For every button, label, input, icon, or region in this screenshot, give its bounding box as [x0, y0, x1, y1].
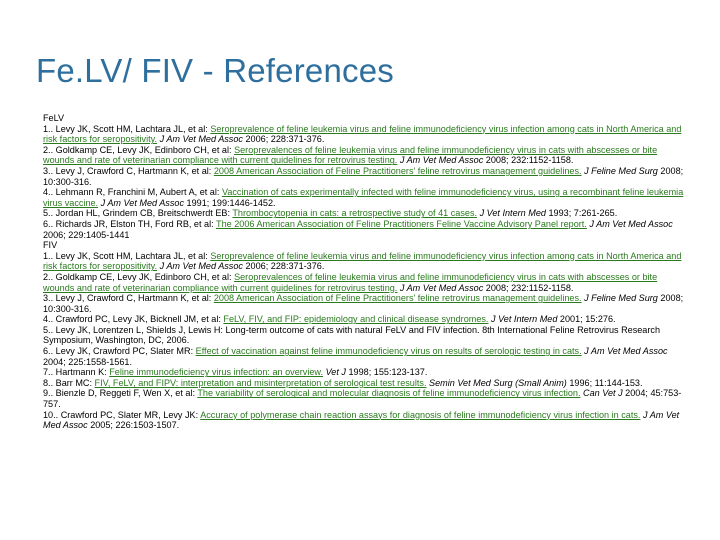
reference-citation: 2004; 45:753-757. [43, 388, 682, 410]
reference-link[interactable]: The 2006 American Association of Feline Practitioners Feline Vaccine Advisory Panel report. [216, 218, 587, 229]
reference-authors: 7.. Hartmann K: [43, 367, 110, 378]
reference-link[interactable]: FIV, FeLV, and FIPV: interpretation and misinterpretation of serological test results. [94, 377, 427, 388]
reference-journal: J Vet Intern Med [491, 314, 558, 325]
fiv-heading: FIV [43, 240, 58, 251]
reference-item [43, 293, 689, 314]
reference-link[interactable]: Thrombocytopenia in cats: a retrospective study of 41 cases. [232, 208, 478, 219]
reference-citation: 2006; 228:371-376. [245, 261, 325, 272]
reference-item [43, 388, 689, 409]
reference-authors: 8.. Barr MC: [43, 377, 95, 388]
reference-citation: 1993; 7:261-265. [548, 208, 618, 219]
reference-citation: 2008; 232:1152-1158. [485, 155, 574, 166]
reference-item [43, 187, 689, 208]
reference-item [43, 251, 689, 272]
reference-citation: 2004; 225:1558-1561. [43, 356, 132, 367]
reference-item [43, 367, 689, 378]
felv-heading: FeLV [43, 113, 65, 123]
reference-journal: J Am Vet Med Assoc [159, 134, 243, 145]
reference-item [43, 378, 689, 389]
reference-citation: 2001; 15:276. [559, 314, 616, 325]
reference-authors: 4.. Lehmann R, Franchini M, Aubert A, et al: [43, 187, 222, 198]
reference-link[interactable]: Feline immunodeficiency virus infection: an overview. [109, 367, 324, 378]
reference-item [43, 272, 689, 293]
reference-authors: 2.. Goldkamp CE, Levy JK, Edinboro CH, et al: [43, 271, 235, 282]
fiv-reference-list [43, 251, 689, 431]
reference-link[interactable]: Vaccination of cats experimentally infected with feline immunodeficiency virus, using a recombinant feline leukemia virus vaccine. [43, 187, 684, 208]
reference-citation: 2008; 10:300-316. [43, 165, 684, 187]
reference-authors: 6.. Levy JK, Crawford PC, Slater MR: [43, 346, 196, 357]
reference-item [43, 314, 689, 325]
reference-journal: J Am Vet Med Assoc [399, 155, 484, 166]
reference-journal: J Am Vet Med Assoc [159, 261, 243, 272]
reference-journal: J Am Vet Med Assoc [584, 346, 668, 357]
reference-item [43, 208, 689, 219]
reference-journal: Semin Vet Med Surg (Small Anim) [429, 377, 567, 388]
reference-authors: 1.. Levy JK, Scott HM, Lachtara JL, et al: [43, 250, 211, 261]
reference-link[interactable]: Seroprevalences of feline leukemia virus and feline immunodeficiency virus in cats with abscesses or bite wounds and rate of veterinarian compliance with current guidelines for retrovirus testing. [43, 144, 658, 166]
reference-item [43, 145, 689, 166]
reference-citation: 2005; 226:1503-1507. [90, 420, 180, 431]
reference-authors: 2.. Goldkamp CE, Levy JK, Edinboro CH, et al: [43, 144, 235, 155]
reference-journal: J Vet Intern Med [479, 208, 546, 219]
reference-citation: 1996; 11:144-153. [569, 377, 643, 388]
reference-item [43, 325, 689, 346]
reference-citation: 2006; 228:371-376. [245, 134, 325, 145]
reference-link[interactable]: Seroprevalence of feline leukemia virus and feline immunodeficiency virus infection among cats in North America and risk factors for seropositivity. [43, 250, 682, 272]
reference-link[interactable]: 2008 American Association of Feline Practitioners' feline retrovirus management guidelines. [213, 165, 582, 176]
reference-journal: J Feline Med Surg [584, 165, 658, 176]
reference-journal: Vet J [325, 367, 346, 378]
reference-item [43, 124, 689, 145]
reference-item [43, 410, 689, 431]
reference-link[interactable]: The variability of serological and molecular diagnosis of feline immunodeficiency virus infection. [197, 388, 581, 399]
reference-citation: 2006; 229:1405-1441 [43, 229, 130, 240]
reference-list [43, 113, 689, 431]
reference-link[interactable]: Seroprevalences of feline leukemia virus and feline immunodeficiency virus in cats with abscesses or bite wounds and rate of veterinarian compliance with current guidelines for retrovirus testing. [43, 271, 658, 293]
felv-reference-list [43, 124, 689, 241]
reference-citation: 2008; 10:300-316. [43, 293, 684, 314]
reference-authors: 4.. Crawford PC, Levy JK, Bicknell JM, et al: [43, 314, 224, 325]
reference-link[interactable]: Seroprevalence of feline leukemia virus and feline immunodeficiency virus infection among cats in North America and risk factors for seropositivity. [43, 123, 682, 145]
reference-item [43, 346, 689, 367]
reference-authors: 3.. Levy J, Crawford C, Hartmann K, et al: [43, 165, 214, 176]
reference-authors: 1.. Levy JK, Scott HM, Lachtara JL, et al: [43, 123, 211, 134]
reference-journal: J Feline Med Surg [584, 293, 658, 304]
reference-link[interactable]: Accuracy of polymerase chain reaction assays for diagnosis of feline immunodeficiency virus infection in cats. [200, 409, 641, 420]
reference-journal: J Am Vet Med Assoc [100, 197, 185, 208]
page-title: Fe.LV/ FIV - References [36, 52, 394, 89]
reference-authors: 3.. Levy J, Crawford C, Hartmann K, et al: [43, 293, 214, 304]
reference-authors: 6.. Richards JR, Elston TH, Ford RB, et al: [43, 218, 217, 229]
reference-citation: 1991; 199:1446-1452. [186, 197, 276, 208]
reference-journal: J Am Vet Med Assoc [399, 282, 484, 293]
reference-item [43, 219, 689, 240]
reference-citation: 2008; 232:1152-1158. [485, 282, 574, 293]
reference-journal: J Am Vet Med Assoc [43, 409, 680, 431]
reference-link[interactable]: Effect of vaccination against feline immunodeficiency virus on results of serologic testing in cats. [195, 346, 582, 357]
reference-citation: 1998; 155:123-137. [348, 367, 428, 378]
reference-authors: 5.. Levy JK, Lorentzen L, Shields J, Lewis H: Long-term outcome of cats with natural FeLV and FIV infection. 8th International Feline Retrovirus Research Symposium, Washington, DC, 2006. [43, 324, 660, 346]
reference-authors: 5.. Jordan HL, Grindem CB, Breitschwerdt EB: [43, 208, 233, 219]
reference-link[interactable]: FeLV, FIV, and FIP: epidemiology and clinical disease syndromes. [223, 314, 489, 325]
reference-authors: 10.. Crawford PC, Slater MR, Levy JK: [43, 409, 201, 420]
reference-journal: Can Vet J [583, 388, 623, 399]
reference-item [43, 166, 689, 187]
reference-authors: 9.. Bienzle D, Reggeti F, Wen X, et al: [43, 388, 198, 399]
reference-link[interactable]: 2008 American Association of Feline Practitioners' feline retrovirus management guidelines. [213, 293, 582, 304]
reference-journal: J Am Vet Med Assoc [589, 218, 673, 229]
